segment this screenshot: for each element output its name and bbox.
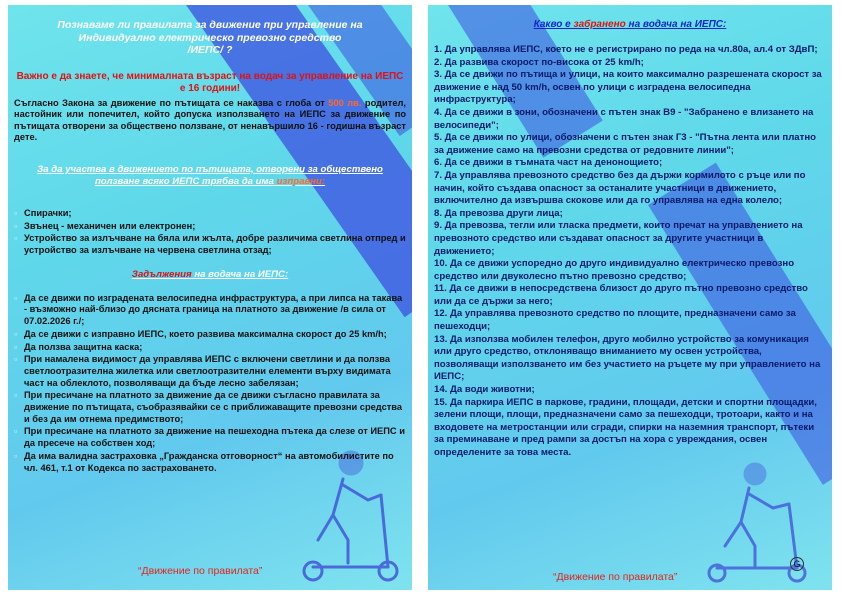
list-item: 10. Да се движи успоредно до друго индивидуално електрическо превозно средство или двуколесно пътно превозно средство; — [434, 258, 795, 282]
list-item: ▫ При пресичане на платното за движение да се движи съгласно правилата за движение по пътищата, съобразявайки се с приближаващите превозни средства и без да им отнема предимството; — [14, 390, 406, 425]
list-item: ▫ Спирачки; — [14, 208, 406, 220]
left-panel — [8, 5, 412, 590]
title-line: Индивидуално електрическо превозно средство — [78, 31, 342, 44]
right-title-text: Какво е — [533, 19, 574, 30]
list-item: ▫ Да ползва защитна каска; — [14, 342, 406, 354]
equipment-title-text: За да участва в движението по пътищата, отворени за обществено ползване всяко ИЕПС трябва да има — [37, 163, 383, 187]
list-item: 11. Да се движи в непосредствена близост до друго пътно превозно средство или да се държи за него; — [434, 283, 808, 307]
list-item: 12. Да управлява превозното средство по площите, предназначени само за пешеходци; — [434, 308, 796, 333]
age-warning: Важно е да знаете, че минималната възраст на водач за управление на ИЕПС е 16 години! — [16, 70, 404, 94]
list-item: 2. Да развива скорост по-висока от 25 km/h; — [434, 56, 644, 68]
equipment-title-highlight: изправни: — [276, 175, 326, 187]
list-item: 14. Да води животни; — [434, 384, 535, 396]
list-item: ▫ Звънец - механичен или електронен; — [14, 221, 406, 233]
fine-text: Съгласно Закона за движение по пътищата се наказва с глоба от — [14, 97, 329, 108]
list-item: ▫ Устройство за излъчване на бяла или жълта, добре различима светлина отпред и устройство за излъчване на червена светлина отзад; — [14, 233, 406, 256]
slogan: “Движение по правилата” — [553, 571, 678, 583]
right-title-highlight: забранено — [573, 19, 626, 30]
duties-list — [14, 293, 406, 475]
list-item: ▫ Да се движи с изправно ИЕПС, което развива максимална скорост до 25 km/h; — [14, 329, 406, 341]
right-title-text: на водача на ИЕПС: — [625, 19, 727, 30]
equipment-list — [14, 208, 406, 257]
list-item: ▫ При намалена видимост да управлява ИЕПС с включени светлини и да ползва светлоотразителна жилетка или светлоотразителни елементи върху видимата част на облеклото, позволяващи да бъде лесно забелязан; — [14, 354, 406, 389]
list-item: 3. Да се движи по пътища и улици, на които максимално разрешената скорост за движение е над 50 km/h, освен по улици с изградена велосипедна инфраструктура; — [434, 69, 822, 106]
fine-text: родител, настойник или попечител, който допуска използването на ИЕПС за движение по пътищата отворени за обществено ползване, от ненавършило 16 - годишна възраст дете. — [14, 97, 406, 143]
list-item: 9. Да превозва, тегли или тласка предмети, които пречат на управлението на превозното средство или създават опасност за другите участници в движението; — [434, 220, 803, 257]
list-item: 15. Да паркира ИЕПС в паркове, градини, площади, детски и спортни площадки, зелени площи, площи, предназначени само за пешеходци, тротоари, както и на входовете на метростанции или сгради, спирки на наземния транспорт, пътеки за преминаване и пред рампи за достъп на хора с увреждания, освен определените за това места. — [434, 396, 817, 458]
list-item: 4. Да се движи в зони, обозначени с пътен знак В9 - "Забранено е влизането на велосипеди"; — [434, 106, 814, 131]
list-item: ▫ При пресичане на платното за движение на пешеходна пътека да слезе от ИЕПС и да пресече на собствен ход; — [14, 426, 406, 449]
list-item: 1. Да управлява ИЕПС, което не е регистрирано по реда на чл.80а, ал.4 от ЗДвП; — [434, 44, 818, 55]
right-panel — [428, 5, 832, 590]
equipment-title — [14, 164, 406, 188]
duties-title — [14, 269, 406, 281]
duties-title-highlight: Задължения — [131, 268, 192, 280]
list-item: 6. Да се движи в тъмната част на денонощието; — [434, 157, 663, 169]
left-title — [24, 19, 396, 57]
prohibitions-list — [434, 44, 826, 460]
page-marker-icon: G — [790, 557, 804, 571]
list-item: ▫ Да се движи по изградената велосипедна инфраструктура, а при липса на такава - възможно най-близо до дясната граница на платното за движение /в сила от 07.02.2026 г./; — [14, 293, 406, 328]
list-item: ▫ Да има валидна застраховка „Гражданска отговорност“ на автомобилистите по чл. 461, т.1 от Кодекса по застраховането. — [14, 451, 406, 474]
list-item: 8. Да превозва други лица; — [434, 207, 563, 219]
fine-paragraph — [14, 98, 406, 144]
list-item: 5. Да се движи по улици, обозначени с пътен знак Г3 - "Пътна лента или платно за движение само на превозни средства от редовните линии"; — [434, 132, 816, 156]
title-line: /ИЕПС/ ? — [187, 44, 233, 56]
duties-title-text: на водача на ИЕПС: — [191, 268, 289, 280]
title-line: Познаваме ли правилата за движение при управление на — [57, 19, 363, 31]
list-item: 7. Да управлява превозното средство без да държи кормилото с ръце или по начин, който създава опасност за останалите участници в движението, включително да извършва скокове или да го управлява на една колело; — [434, 169, 806, 207]
slogan: “Движение по правилата” — [138, 565, 263, 577]
fine-amount: 500 лв. — [328, 97, 362, 108]
right-title — [434, 19, 826, 30]
list-item: 13. Да използва мобилен телефон, друго мобилно устройство за комуникация или друго средство, отклоняващо вниманието му освен устройства, позволяващи използването им без участието на ръцете му при управлението на ИЕПС; — [434, 333, 821, 383]
